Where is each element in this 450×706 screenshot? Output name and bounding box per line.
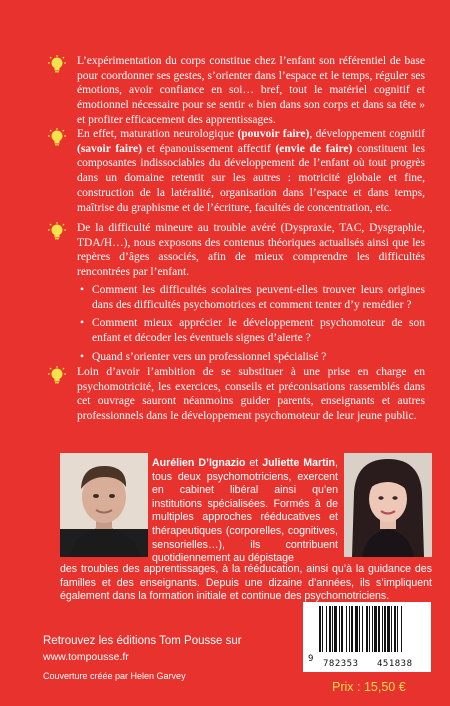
isbn-group-1: 782353 xyxy=(323,659,359,669)
barcode-bar xyxy=(359,606,360,652)
author-photo-juliette xyxy=(344,453,432,557)
barcode-bar xyxy=(372,606,373,652)
lightbulb-icon xyxy=(48,366,66,386)
isbn-lead-digit: 9 xyxy=(308,654,314,664)
lightbulb-icon xyxy=(48,222,66,242)
barcode-bar xyxy=(362,606,363,652)
barcode-bar xyxy=(391,606,392,652)
barcode-bar xyxy=(339,606,340,652)
cover-credit: Couverture créée par Helen Garvey xyxy=(43,671,186,681)
development-paragraph: En effet, maturation neurologique (pouvoir faire), développement cognitif (savoir faire) et épanouissement affectif (envie de faire) constituent les composantes indissociables du développement de l’enfant où tout progrès dans un domaine retentit sur les autres : motricité globale et fine, construction de la latéralité, organisation dans l’espace et dans temps, maîtrise du graphisme et de l’écriture, facultés de concentration, etc. xyxy=(77,128,425,214)
barcode-bar xyxy=(382,606,383,652)
barcode-bar xyxy=(387,606,390,652)
barcode-icon xyxy=(319,606,427,658)
list-item: • Quand s’orienter vers un professionnel spécialisé ? xyxy=(80,350,425,365)
barcode-bar xyxy=(401,606,402,652)
barcode-bar xyxy=(355,606,358,652)
barcode-bar xyxy=(397,606,398,652)
publisher-promo: Retrouvez les éditions Tom Pousse sur xyxy=(43,635,242,647)
lightbulb-icon xyxy=(48,128,66,148)
isbn-barcode xyxy=(303,602,431,672)
barcode-bar xyxy=(349,606,350,652)
lightbulb-icon xyxy=(48,55,66,75)
barcode-bar xyxy=(326,606,327,652)
authors-bio-continued: des troubles des apprentissages, à la rééducation, ainsi qu’à la guidance des familles et des enseignants. Depuis une dizaine d’années, ils s’impliquent également dans la formation initiale et continue des psychomotriciens. xyxy=(60,563,432,603)
author-photo-aurelien xyxy=(60,453,148,557)
isbn-group-2: 451838 xyxy=(377,659,413,669)
barcode-bar xyxy=(378,606,380,652)
barcode-bar xyxy=(369,606,370,652)
barcode-bar xyxy=(351,606,353,652)
barcode-bar xyxy=(384,606,386,652)
barcode-bar xyxy=(322,606,323,652)
questions-list xyxy=(80,283,425,369)
barcode-bar xyxy=(334,606,337,652)
authors-bio: Aurélien D’Ignazio et Juliette Martin, tous deux psychomotriciens, exercent en cabinet libéral ainsi qu’en institutions spécialisées. Formés à de multiples approches rééducatives et thérapeutiques (corporelles, cognitives, sensorielles…), ils contribuent quotidiennement au dépistage xyxy=(152,457,338,565)
barcode-bar xyxy=(341,606,343,652)
conclusion-paragraph: Loin d’avoir l’ambition de se substituer à une prise en charge en psychomotricité, les exercices, conseils et préconisations rassemblés dans cet ouvrage sauront néanmoins guider parents, enseignants et autres professionnels dans le développement psychomoteur de leur jeune public. xyxy=(77,366,425,423)
publisher-url[interactable]: www.tompousse.fr xyxy=(43,651,129,663)
barcode-bar xyxy=(329,606,331,652)
difficulties-paragraph: De la difficulté mineure au trouble avéré (Dyspraxie, TAC, Dysgraphie, TDA/H…), nous exposons des contenus théoriques actualisés ainsi que les repères d’âges associés, afin de mieux comprendre les difficultés rencontrées par l’enfant. xyxy=(77,222,425,279)
barcode-bar xyxy=(346,606,347,652)
barcode-bar xyxy=(366,606,368,652)
intro-paragraph: L’expérimentation du corps constitue chez l’enfant son référentiel de base pour coordonner ses gestes, s’orienter dans l’espace et le temps, réguler ses émotions, avoir confiance en soi… bref, tout le matériel cognitif et émotionnel nécessaire pour se sentir « bien dans son corps et dans sa tête » et profiter efficacement des apprentissages. xyxy=(77,55,425,126)
barcode-bar xyxy=(394,606,396,652)
list-item: • Comment mieux apprécier le développement psychomoteur de son enfant et décoder les éventuels signes d’alerte ? xyxy=(80,316,425,345)
barcode-bar xyxy=(319,606,321,652)
price-label: Prix : 15,50 € xyxy=(332,680,406,694)
list-item: • Comment les difficultés scolaires peuvent-elles trouver leurs origines dans des difficultés psychomotrices et comment tenter d’y remédier ? xyxy=(80,283,425,312)
barcode-bar xyxy=(374,606,377,652)
barcode-bar xyxy=(332,606,333,652)
